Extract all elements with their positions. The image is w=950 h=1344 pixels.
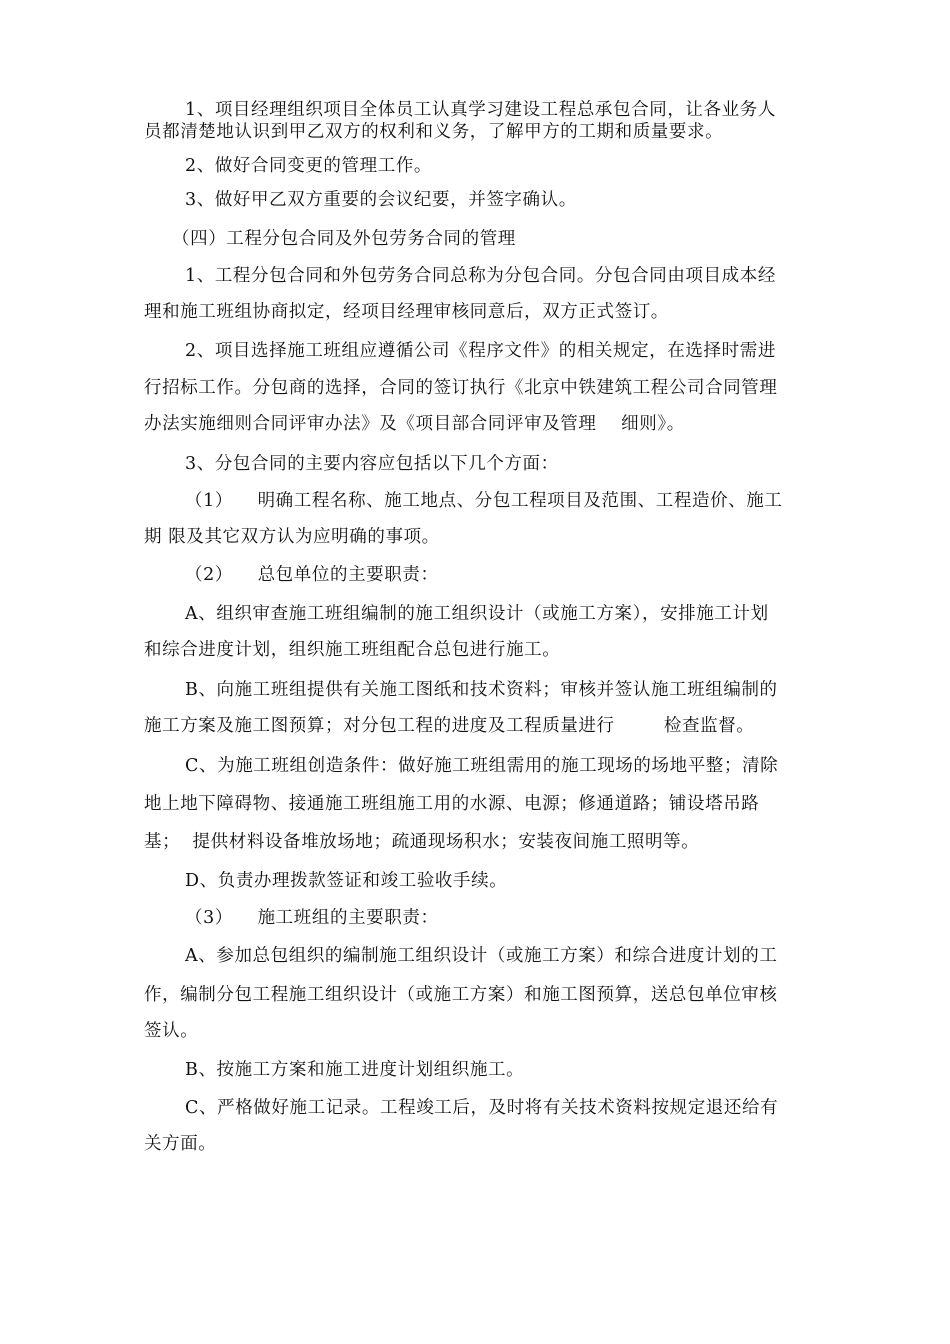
text-line: （2） 总包单位的主要职责： [185,565,439,585]
text-line: 理和施工班组协商拟定，经项目经理审核同意后，双方正式签订。 [144,302,669,322]
text-line: （3） 施工班组的主要职责： [185,908,439,928]
text-line: 作，编制分包工程施工组织设计（或施工方案）和施工图预算，送总包单位审核 [144,985,778,1005]
section-heading: （四）工程分包合同及外包劳务合同的管理 [172,229,516,249]
text-line: 地上地下障碍物、接通施工班组施工用的水源、电源；修通道路；铺设塔吊路 [144,794,760,814]
text-line: C、为施工班组创造条件：做好施工班组需用的施工现场的场地平整；清除 [185,756,779,776]
text-line: 签认。 [144,1021,199,1041]
text-line: A、参加总包组织的编制施工组织设计（或施工方案）和综合进度计划的工 [185,946,778,966]
text-line: 1、项目经理组织项目全体员工认真学习建设工程总承包合同，让各业务人 [185,100,776,120]
text-line: 和综合进度计划，组织施工班组配合总包进行施工。 [144,640,561,660]
text-line: 员都清楚地认识到甲乙双方的权利和义务，了解甲方的工期和质量要求。 [144,122,724,142]
text-line: B、向施工班组提供有关施工图纸和技术资料；审核并签认施工班组编制的 [185,680,778,700]
text-line: 关方面。 [144,1134,217,1154]
text-line: 2、项目选择施工班组应遵循公司《程序文件》的相关规定，在选择时需进 [185,341,776,361]
text-line: A、组织审查施工班组编制的施工组织设计（或施工方案），安排施工计划 [185,604,769,624]
text-line: 施工方案及施工图预算；对分包工程的进度及工程质量进行 检查监督。 [144,716,755,736]
text-line: 基； 提供材料设备堆放场地；疏通现场积水；安装夜间施工照明等。 [144,832,700,852]
text-line: B、按施工方案和施工进度计划组织施工。 [185,1060,525,1080]
text-line: 3、做好甲乙双方重要的会议纪要，并签字确认。 [185,190,577,210]
text-line: 1、工程分包合同和外包劳务合同总称为分包合同。分包合同由项目成本经 [185,266,776,286]
text-line: 2、做好合同变更的管理工作。 [185,156,433,176]
text-line: C、严格做好施工记录。工程竣工后，及时将有关技术资料按规定退还给有 [185,1098,779,1118]
text-line: D、负责办理拨款签证和竣工验收手续。 [185,871,508,891]
text-line: 期 限及其它双方认为应明确的事项。 [144,527,440,547]
text-line: 3、分包合同的主要内容应包括以下几个方面： [185,454,559,474]
text-line: 行招标工作。分包商的选择，合同的签订执行《北京中铁建筑工程公司合同管理 [144,378,778,398]
text-line: 办法实施细则合同评审办法》及《项目部合同评审及管理 细则》。 [144,414,685,434]
text-line: （1） 明确工程名称、施工地点、分包工程项目及范围、工程造价、施工 [185,491,783,511]
